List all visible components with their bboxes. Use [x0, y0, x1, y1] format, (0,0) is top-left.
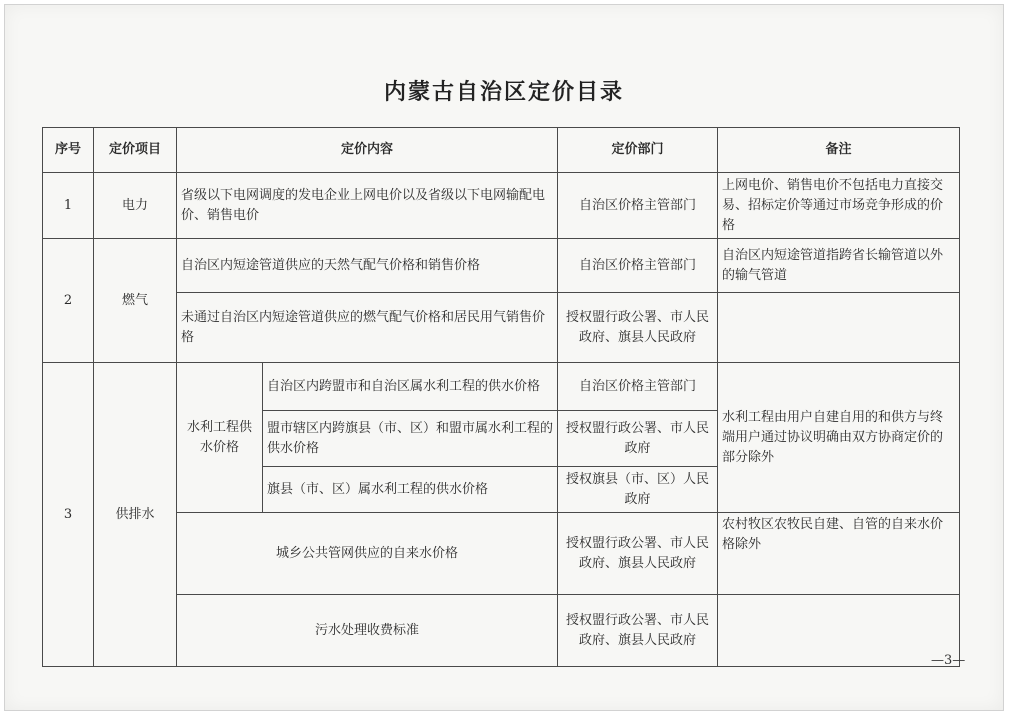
content-cell: 省级以下电网调度的发电企业上网电价以及省级以下电网输配电价、销售电价	[177, 173, 558, 239]
dept-cell: 授权盟行政公署、市人民政府、旗县人民政府	[558, 513, 718, 595]
pricing-catalog-table	[42, 127, 960, 667]
note-cell: 农村牧区农牧民自建、自管的自来水价格除外	[718, 513, 960, 595]
note-cell: 上网电价、销售电价不包括电力直接交易、招标定价等通过市场竞争形成的价格	[718, 173, 960, 239]
header-note: 备注	[718, 128, 960, 173]
header-item: 定价项目	[94, 128, 177, 173]
item-cell: 电力	[94, 173, 177, 239]
page-number: —3—	[931, 653, 966, 668]
dept-cell: 授权盟行政公署、市人民政府	[558, 411, 718, 467]
table-row	[43, 513, 960, 595]
item-cell: 燃气	[94, 239, 177, 363]
note-cell: 自治区内短途管道指跨省长输管道以外的输气管道	[718, 239, 960, 293]
header-dept: 定价部门	[558, 128, 718, 173]
dept-cell: 自治区价格主管部门	[558, 239, 718, 293]
table-row	[43, 239, 960, 293]
content-cell: 自治区内跨盟市和自治区属水利工程的供水价格	[263, 363, 558, 411]
document-page	[4, 4, 1004, 711]
table-row	[43, 173, 960, 239]
header-row	[43, 128, 960, 173]
note-cell: 水利工程由用户自建自用的和供方与终端用户通过协议明确由双方协商定价的部分除外	[718, 363, 960, 513]
content-cell: 城乡公共管网供应的自来水价格	[177, 513, 558, 595]
item-cell: 供排水	[94, 363, 177, 667]
dept-cell: 授权盟行政公署、市人民政府、旗县人民政府	[558, 595, 718, 667]
content-cell: 污水处理收费标准	[177, 595, 558, 667]
water-group-cell: 水利工程供水价格	[177, 363, 263, 513]
content-cell: 自治区内短途管道供应的天然气配气价格和销售价格	[177, 239, 558, 293]
seq-cell: 2	[43, 239, 94, 363]
table-row	[43, 293, 960, 363]
header-seq: 序号	[43, 128, 94, 173]
dept-cell: 授权盟行政公署、市人民政府、旗县人民政府	[558, 293, 718, 363]
document-title: 内蒙古自治区定价目录	[383, 79, 624, 105]
note-cell	[718, 293, 960, 363]
content-cell: 盟市辖区内跨旗县（市、区）和盟市属水利工程的供水价格	[263, 411, 558, 467]
note-cell	[718, 595, 960, 667]
table-row	[43, 363, 960, 411]
dept-cell: 授权旗县（市、区）人民政府	[558, 467, 718, 513]
dept-cell: 自治区价格主管部门	[558, 363, 718, 411]
table-row	[43, 595, 960, 667]
header-content: 定价内容	[177, 128, 558, 173]
content-cell: 未通过自治区内短途管道供应的燃气配气价格和居民用气销售价格	[177, 293, 558, 363]
content-cell: 旗县（市、区）属水利工程的供水价格	[263, 467, 558, 513]
dept-cell: 自治区价格主管部门	[558, 173, 718, 239]
seq-cell: 1	[43, 173, 94, 239]
seq-cell: 3	[43, 363, 94, 667]
